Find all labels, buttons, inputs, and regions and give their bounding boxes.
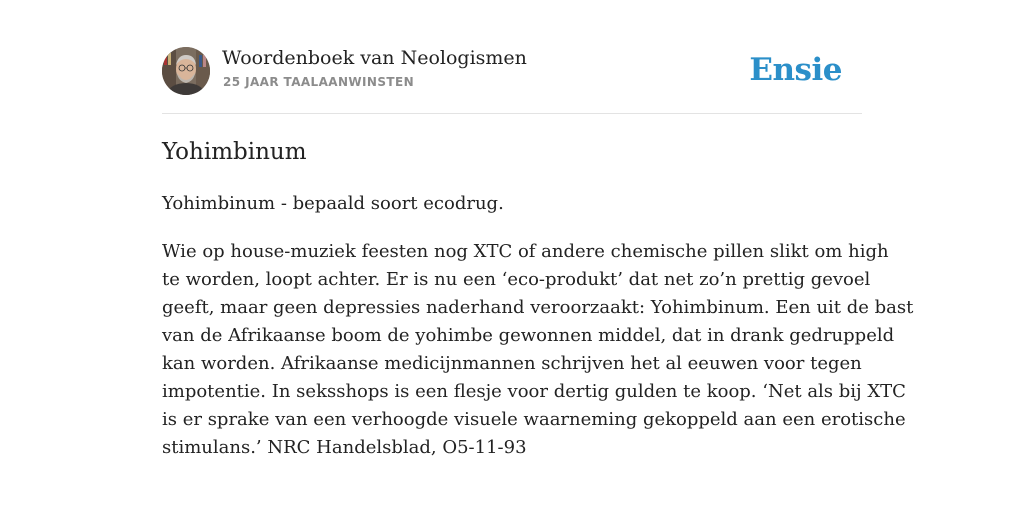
body-line: te worden, loopt achter. Er is nu een ‘eco-produkt’ dat net zo’n prettig gevoel [162, 269, 871, 290]
author-subtitle: 25 JAAR TAALAANWINSTEN [223, 75, 415, 89]
body-line: van de Afrikaanse boom de yohimbe gewonnen middel, dat in drank gedruppeld [162, 325, 895, 346]
body-line: stimulans.’ NRC Handelsblad, O5-11-93 [162, 437, 527, 458]
author-avatar[interactable] [162, 47, 210, 95]
body-line: Wie op house-muziek feesten nog XTC of andere chemische pillen slikt om high [162, 241, 889, 262]
header-divider [162, 113, 862, 114]
body-line: is er sprake van een verhoogde visuele waarneming gekoppeld aan een erotische [162, 409, 906, 430]
entry-body [162, 238, 914, 462]
author-name[interactable]: Woordenboek van Neologismen [222, 47, 527, 69]
brand-logo[interactable]: Ensie [749, 52, 842, 88]
entry-definition: Yohimbinum - bepaald soort ecodrug. [162, 193, 504, 214]
body-line: impotentie. In seksshops is een flesje voor dertig gulden te koop. ‘Net als bij XTC [162, 381, 906, 402]
entry-title: Yohimbinum [162, 139, 307, 165]
body-line: kan worden. Afrikaanse medicijnmannen schrijven het al eeuwen voor tegen [162, 353, 862, 374]
body-line: geeft, maar geen depressies naderhand veroorzaakt: Yohimbinum. Een uit de bast [162, 297, 914, 318]
author-portrait-icon [162, 47, 210, 95]
header [162, 46, 862, 96]
